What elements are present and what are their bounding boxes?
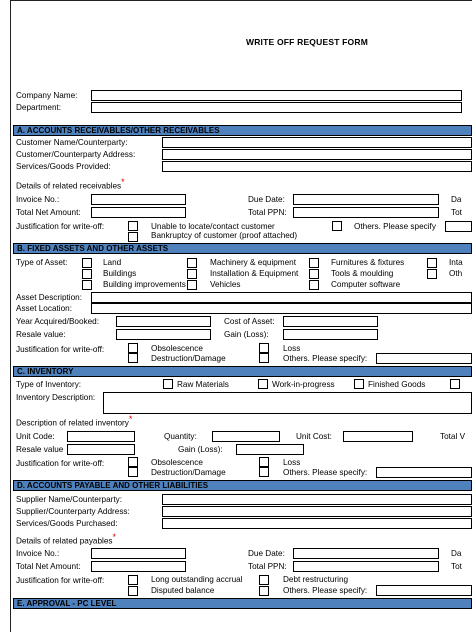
vehicles-checkbox[interactable] [187,280,197,290]
services-purchased-field[interactable] [162,518,472,529]
type-of-inventory-label: Type of Inventory: [16,380,82,389]
due-date-field[interactable] [293,194,439,205]
quantity-label: Quantity: [164,432,197,441]
due-date-label: Due Date: [248,195,285,204]
payables-details-label: Details of related payables* [16,532,117,546]
customer-address-field[interactable] [162,149,472,160]
inventory-description-field[interactable] [103,392,472,414]
section-e-heading: E. APPROVAL - PC LEVEL [13,598,472,609]
supplier-name-field[interactable] [162,494,472,505]
computer-software-label: Computer software [331,280,401,289]
services-goods-field[interactable] [162,161,472,172]
other-inventory-checkbox[interactable] [450,379,460,389]
unit-cost-label: Unit Cost: [296,432,332,441]
truncated-tot-label: Tot [451,562,462,571]
vehicles-label: Vehicles [210,280,241,289]
buildings-checkbox[interactable] [82,269,92,279]
intangible-checkbox[interactable] [427,258,437,268]
total-net-amount-field[interactable] [91,207,186,218]
long-outstanding-checkbox[interactable] [128,575,138,585]
services-purchased-label: Services/Goods Purchased: [16,519,118,528]
furnitures-label: Furnitures & fixtures [331,258,405,267]
loss-checkbox[interactable] [259,343,269,353]
cost-of-asset-field[interactable] [283,316,378,327]
truncated-inta-label: Inta [449,258,463,267]
unit-cost-field[interactable] [343,431,413,442]
land-label: Land [103,258,122,267]
land-checkbox[interactable] [82,258,92,268]
others-checkbox[interactable] [259,467,269,477]
section-b-heading: B. FIXED ASSETS AND OTHER ASSETS [13,243,472,254]
debt-restructuring-checkbox[interactable] [259,575,269,585]
asset-location-label: Asset Location: [16,304,72,313]
others-checkbox[interactable] [259,353,269,363]
invoice-no-label: Invoice No.: [16,549,60,558]
total-net-amount-field[interactable] [91,561,186,572]
required-star: * [128,414,133,424]
total-ppn-label: Total PPN: [248,562,287,571]
cost-of-asset-label: Cost of Asset: [224,317,275,326]
gain-loss-label: Gain (Loss): [224,330,269,339]
destruction-checkbox[interactable] [128,467,138,477]
year-acquired-label: Year Acquired/Booked: [16,317,99,326]
others-specify-field[interactable] [376,467,472,478]
loss-label: Loss [283,458,301,467]
tools-label: Tools & moulding [331,269,394,278]
others-specify-field[interactable] [376,353,472,364]
others-label: Others. Please specify [354,222,436,231]
due-date-field[interactable] [293,548,439,559]
machinery-label: Machinery & equipment [210,258,297,267]
obsolescence-label: Obsolescence [151,458,203,467]
truncated-oth-label: Oth [449,269,463,278]
raw-materials-label: Raw Materials [177,380,229,389]
truncated-da-label: Da [451,195,462,204]
finished-goods-checkbox[interactable] [354,379,364,389]
section-c-heading: C. INVENTORY [13,366,472,377]
bankruptcy-checkbox[interactable] [128,232,138,242]
supplier-address-label: Supplier/Counterparty Address: [16,507,130,516]
others-specify-field[interactable] [376,585,472,596]
total-ppn-field[interactable] [293,207,439,218]
total-ppn-field[interactable] [293,561,439,572]
related-inventory-label: Description of related inventory* [16,414,133,428]
department-field[interactable] [91,102,462,113]
justification-label: Justification for write-off: [16,222,105,231]
others-label: Others. Please specify: [283,354,368,363]
truncated-da-label: Da [451,549,462,558]
required-star: * [121,177,125,187]
truncated-total-label: Total V [440,432,466,441]
quantity-field[interactable] [212,431,280,442]
buildings-label: Buildings [103,269,137,278]
unable-to-locate-label: Unable to locate/contact customer [151,222,275,231]
other-asset-checkbox[interactable] [427,269,437,279]
department-label: Department: [16,103,62,112]
year-acquired-field[interactable] [116,316,211,327]
furnitures-checkbox[interactable] [309,258,319,268]
wip-checkbox[interactable] [258,379,268,389]
others-checkbox[interactable] [332,221,342,231]
resale-value-label: Resale value: [16,330,66,339]
services-goods-label: Services/Goods Provided: [16,162,111,171]
justification-label: Justification for write-off: [16,576,105,585]
truncated-tot-label: Tot [451,208,462,217]
debt-restructuring-label: Debt restructuring [283,575,349,584]
required-star: * [112,532,117,542]
section-a-heading: A. ACCOUNTS RECEIVABLES/OTHER RECEIVABLES [13,125,472,136]
bankruptcy-label: Bankruptcy of customer (proof attached) [151,231,298,240]
unit-code-field[interactable] [67,431,135,442]
long-outstanding-label: Long outstanding accrual [151,575,243,584]
asset-location-field[interactable] [91,303,472,314]
asset-description-field[interactable] [91,292,472,303]
gain-loss-label: Gain (Loss): [178,445,223,454]
form-title: WRITE OFF REQUEST FORM [246,37,368,47]
others-label: Others. Please specify: [283,586,368,595]
building-improvements-label: Building improvements [103,280,186,289]
disputed-balance-checkbox[interactable] [128,586,138,596]
wip-label: Work-in-progress [272,380,335,389]
total-ppn-label: Total PPN: [248,208,287,217]
resale-value-field[interactable] [67,444,135,455]
others-specify-field[interactable] [445,221,472,232]
finished-goods-label: Finished Goods [368,380,426,389]
gain-loss-field[interactable] [236,444,304,455]
inventory-description-label: Inventory Description: [16,393,96,402]
others-checkbox[interactable] [259,586,269,596]
tools-checkbox[interactable] [309,269,319,279]
gain-loss-field[interactable] [283,329,378,340]
loss-checkbox[interactable] [259,457,269,467]
customer-address-label: Customer/Counterparty Address: [16,150,136,159]
supplier-address-field[interactable] [162,506,472,517]
company-name-label: Company Name: [16,91,78,100]
others-label: Others. Please specify: [283,468,368,477]
computer-software-checkbox[interactable] [309,280,319,290]
receivables-details-label: Details of related receivables* [16,177,125,191]
total-net-amount-label: Total Net Amount: [16,562,81,571]
invoice-no-field[interactable] [91,194,186,205]
resale-value-field[interactable] [116,329,211,340]
building-improvements-checkbox[interactable] [82,280,92,290]
machinery-checkbox[interactable] [187,258,197,268]
due-date-label: Due Date: [248,549,285,558]
customer-name-field[interactable] [162,137,472,148]
installation-label: Installation & Equipment [210,269,299,278]
supplier-name-label: Supplier Name/Counterparty: [16,495,123,504]
unit-code-label: Unit Code: [16,432,55,441]
obsolescence-checkbox[interactable] [128,457,138,467]
company-name-field[interactable] [91,90,462,101]
destruction-label: Destruction/Damage [151,468,226,477]
type-of-asset-label: Type of Asset: [16,258,68,267]
justification-label: Justification for write-off: [16,345,105,354]
destruction-label: Destruction/Damage [151,354,226,363]
raw-materials-checkbox[interactable] [163,379,173,389]
invoice-no-field[interactable] [91,548,186,559]
installation-checkbox[interactable] [187,269,197,279]
obsolescence-checkbox[interactable] [128,343,138,353]
unable-to-locate-checkbox[interactable] [128,221,138,231]
justification-label: Justification for write-off: [16,459,105,468]
loss-label: Loss [283,344,301,353]
asset-description-label: Asset Description: [16,293,82,302]
disputed-balance-label: Disputed balance [151,586,215,595]
invoice-no-label: Invoice No.: [16,195,60,204]
customer-name-label: Customer Name/Counterparty: [16,138,128,147]
total-net-amount-label: Total Net Amount: [16,208,81,217]
destruction-checkbox[interactable] [128,353,138,363]
obsolescence-label: Obsolescence [151,344,203,353]
section-d-heading: D. ACCOUNTS PAYABLE AND OTHER LIABILITIES [13,480,472,491]
resale-value-label: Resale value [16,445,64,454]
